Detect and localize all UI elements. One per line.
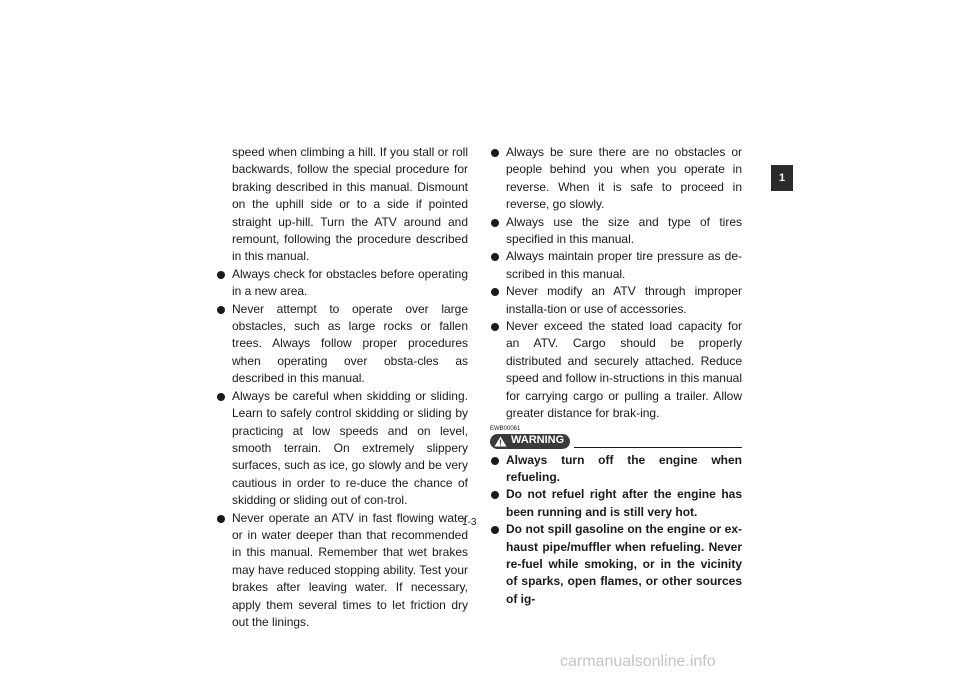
warning-code: EWB00061 <box>490 425 521 432</box>
bullet-icon <box>491 491 499 499</box>
watermark: carmanualsonline.info <box>560 653 716 670</box>
bullet-icon <box>491 219 499 227</box>
warning-divider <box>574 447 742 448</box>
warning-label: WARNING <box>511 434 565 447</box>
bullet-icon <box>491 149 499 157</box>
list-item: Always check for obstacles before operating in a new area. <box>216 266 468 301</box>
bullet-icon <box>217 306 225 314</box>
list-item: Do not spill gasoline on the engine or ex-haust pipe/muffler when refueling. Never re-fuel while smoking, or in the vicinity of sparks, open flames, or other sources of ig- <box>490 521 742 608</box>
warning-header <box>490 434 742 449</box>
right-column <box>490 144 742 608</box>
list-item: Always turn off the engine when refueling. <box>490 452 742 487</box>
bullet-icon <box>217 271 225 279</box>
continuation-paragraph: speed when climbing a hill. If you stall or roll backwards, follow the special procedure for braking described in this manual. Dismount on the uphill side or to a side if pointed straight up-hill. Turn the ATV around and remount, following the procedure described in this manual. <box>232 145 468 264</box>
page-number: 1-3 <box>462 517 477 528</box>
chapter-tab: 1 <box>771 165 793 191</box>
bullet-icon <box>491 253 499 261</box>
warning-badge <box>490 434 570 449</box>
list-item: Always be sure there are no obstacles or people behind you when you operate in reverse. When it is safe to proceed in reverse, go slowly. <box>490 144 742 214</box>
bullet-icon <box>491 323 499 331</box>
bullet-icon <box>491 288 499 296</box>
list-item: Always be careful when skidding or sliding. Learn to safely control skidding or sliding by practicing at low speeds and on level, smooth terrain. On extremely slippery surfaces, such as ice, go slowly and be very cautious in order to re-duce the chance of skidding or sliding out of con-trol. <box>216 388 468 510</box>
bullet-icon <box>217 393 225 401</box>
list-item: Do not refuel right after the engine has been running and is still very hot. <box>490 486 742 521</box>
list-item: Never operate an ATV in fast flowing water or in water deeper than that recommended in this manual. Remember that wet brakes may have reduced stopping ability. Test your brakes after leaving water. If necessary, apply them several times to let friction dry out the linings. <box>216 510 468 632</box>
warning-triangle-icon <box>494 436 507 447</box>
list-item: Never exceed the stated load capacity for an ATV. Cargo should be properly distributed and securely attached. Reduce speed and follow in-structions in this manual for carrying cargo or pulling a trailer. Allow greater distance for brak-ing. <box>490 318 742 422</box>
list-item: Always maintain proper tire pressure as de-scribed in this manual. <box>490 248 742 283</box>
bullet-icon <box>491 457 499 465</box>
list-item: Never modify an ATV through improper installa-tion or use of accessories. <box>490 283 742 318</box>
bullet-icon <box>491 526 499 534</box>
list-item: Never attempt to operate over large obstacles, such as large rocks or fallen trees. Always follow proper procedures when operating over obsta-cles as described in this manual. <box>216 301 468 388</box>
left-column <box>216 144 468 631</box>
list-item: Always use the size and type of tires specified in this manual. <box>490 214 742 249</box>
bullet-icon <box>217 515 225 523</box>
